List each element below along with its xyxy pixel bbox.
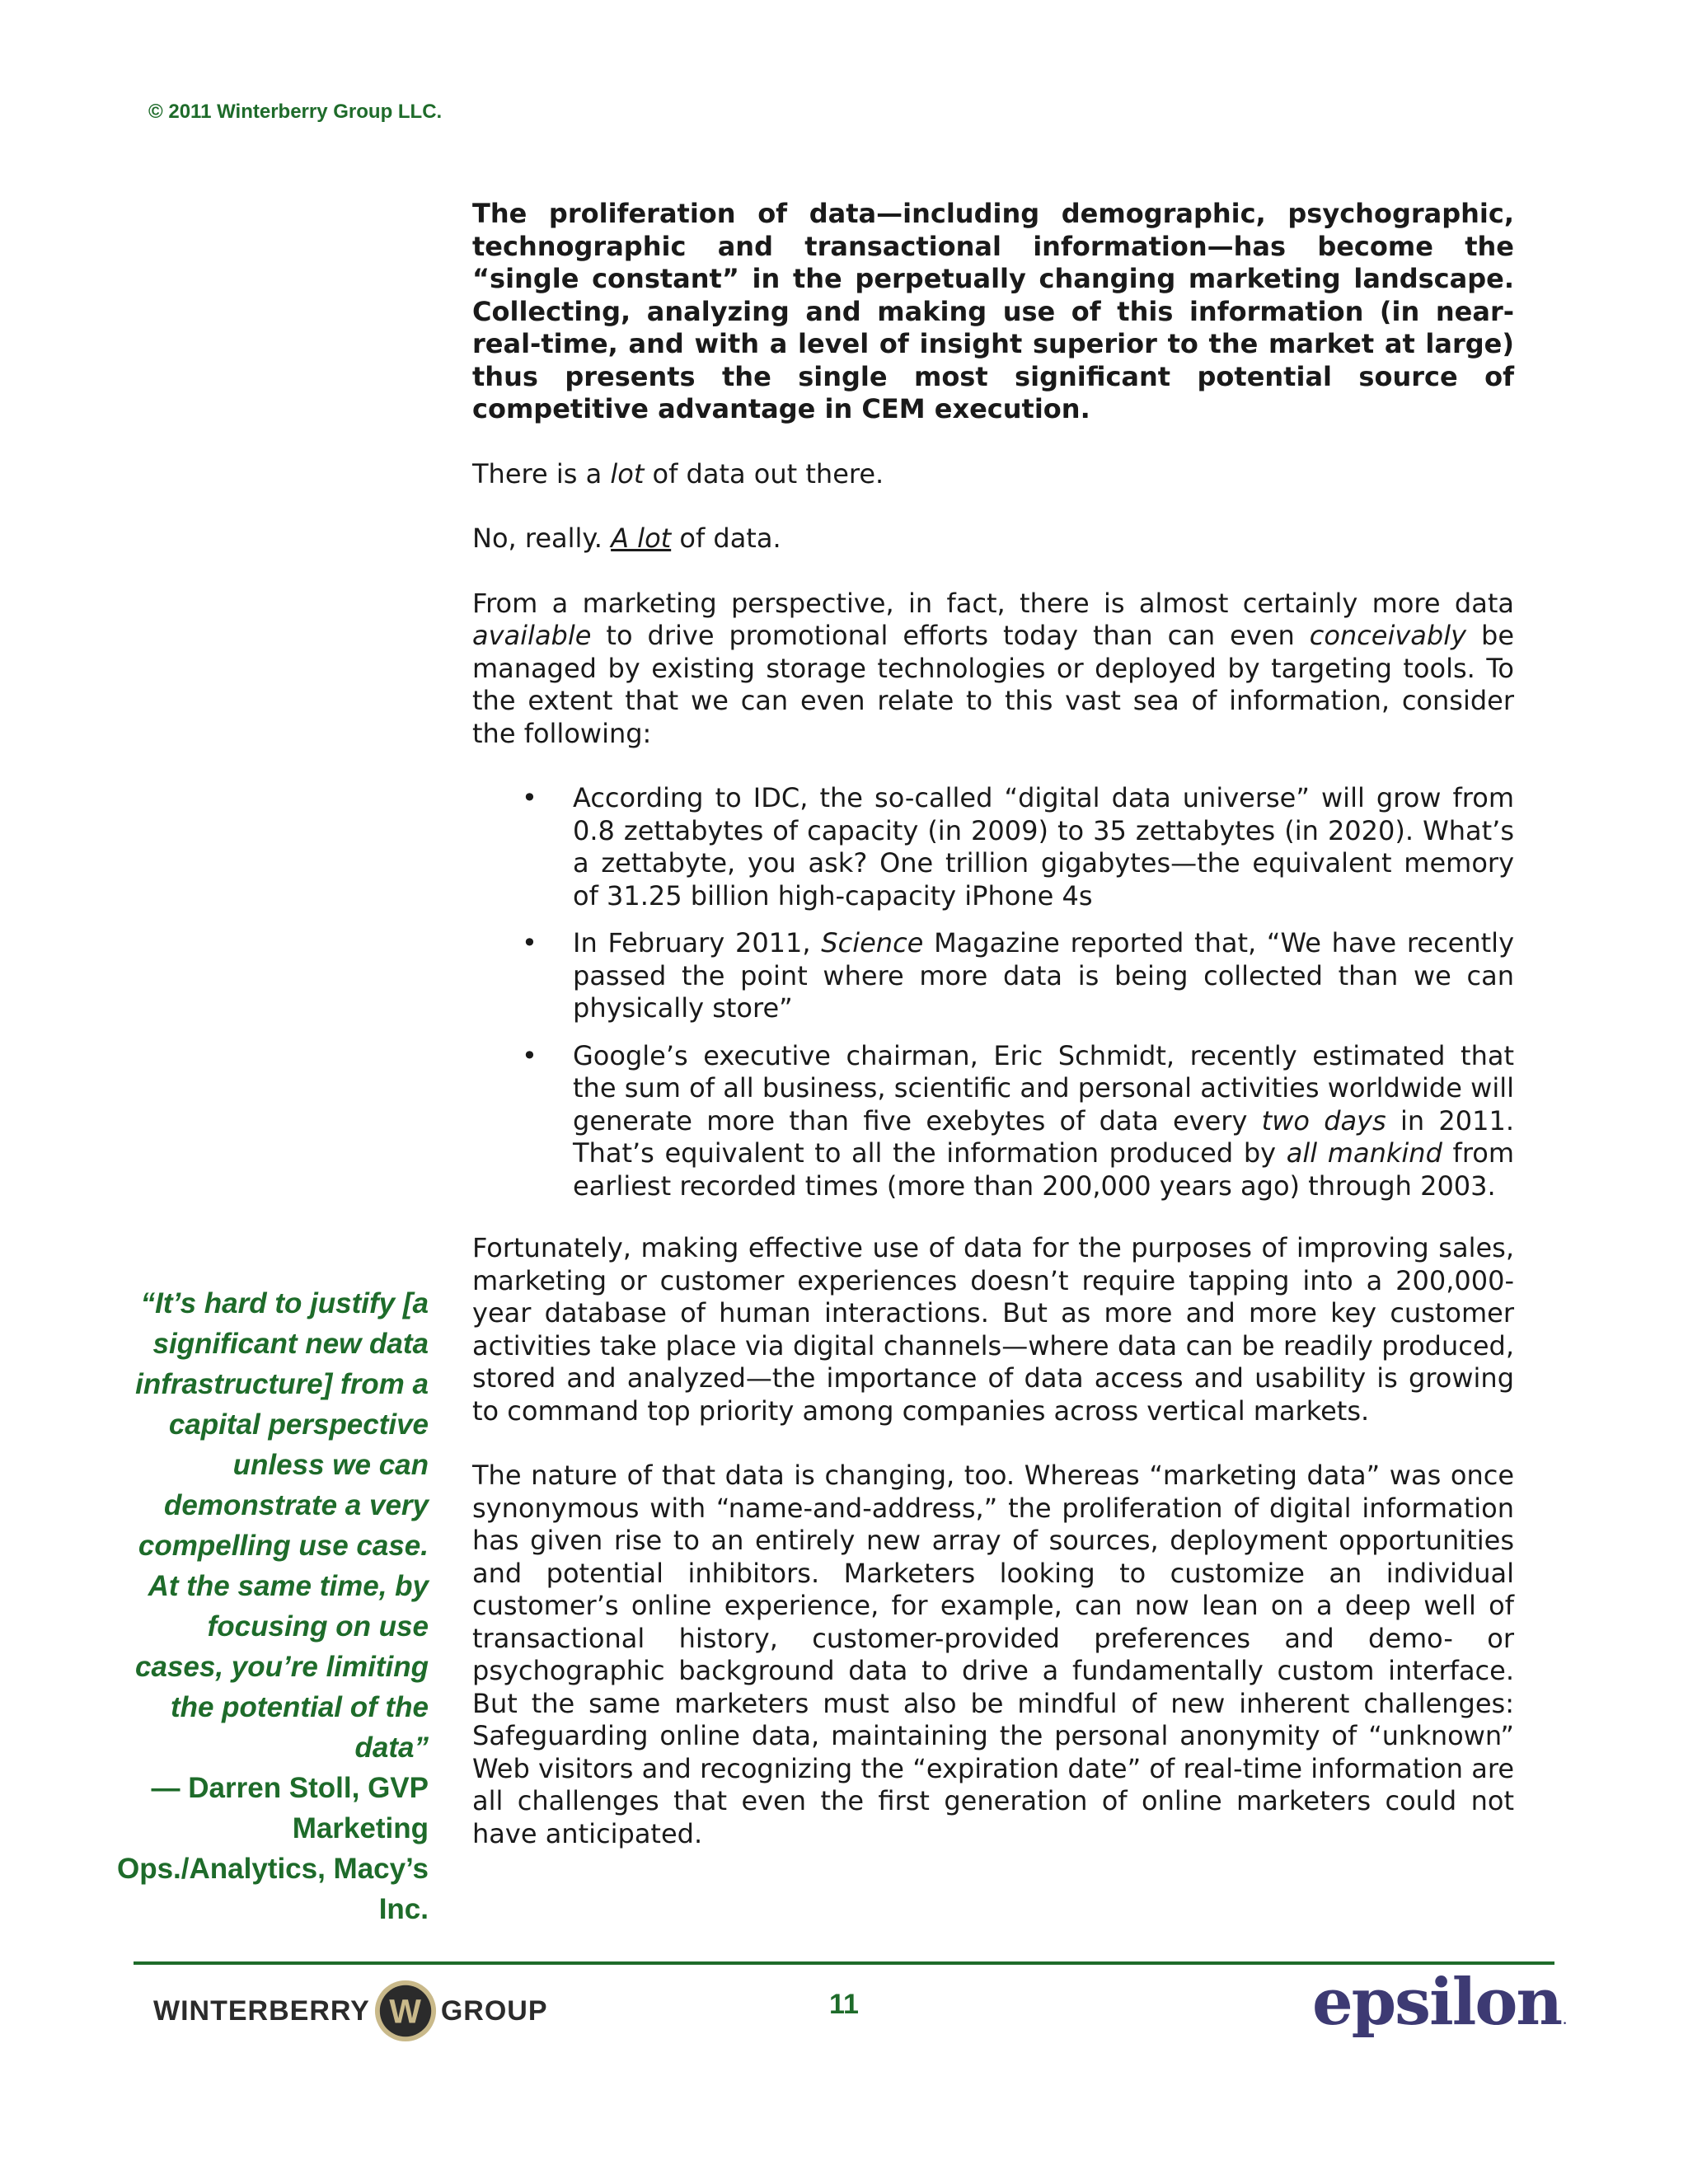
- bullet-marker: •: [522, 1039, 537, 1071]
- data-facts-list: [472, 782, 1514, 1202]
- list-item: • In February 2011, Science Magazine reported that, “We have recently passed the point where more data is being collected than we can physically store”: [522, 927, 1514, 1024]
- epsilon-logo: epsilon .: [1312, 1965, 1567, 2040]
- paragraph-a-lot: No, really. A lot of data.: [472, 523, 781, 554]
- list-item: • Google’s executive chairman, Eric Schmidt, recently estimated that the sum of all business, scientific and personal activities worldwide will generate more than five exebytes of data every two days in 2011. That’s equivalent to all the information produced by all mankind from earliest recorded times (more than 200,000 years ago) through 2003.: [522, 1039, 1515, 1202]
- paragraph-lot: There is a lot of data out there.: [472, 457, 884, 490]
- page-number: 11: [829, 1989, 859, 2020]
- bullet-marker: •: [522, 927, 537, 958]
- svg-text:W: W: [389, 1992, 422, 2031]
- paragraph-marketing-perspective: From a marketing perspective, in fact, there is almost certainly more data available to drive promotional efforts today than can even conceivably be managed by existing storage technologies or deployed by targeting tools. To the extent that we can even relate to this vast sea of information, consider the following:: [472, 587, 1515, 749]
- paragraph-nature-of-data: The nature of that data is changing, too. Whereas “marketing data” was once synonymous with “name-and-address,” the proliferation of digital information has given rise to an entirely new array of sources, deployment opportunities and potential inhibitors. Marketers looking to customize an individual customer’s online experience, for example, can now lean on a deep well of transactional history, customer-provided preferences and demo- or psychographic background data to drive a fundamentally custom interface. But the same marketers must also be mindful of new inherent challenges: Safeguarding online data, maintaining the personal anonymity of “unknown” Web visitors and recognizing the “expiration date” of real-time information are all challenges that even the first generation of online marketers could not have anticipated.: [472, 1460, 1514, 1849]
- paragraph-fortunately: Fortunately, making effective use of data for the purposes of improving sales, marketing or customer experiences doesn’t require tapping into a 200,000-year database of human interactions. But as more and more key customer activities take place via digital channels—where data can be readily produced, stored and analyzed—the importance of data access and usability is growing to command top priority among companies across vertical markets.: [472, 1232, 1514, 1427]
- pull-quote-attribution: — Darren Stoll, GVP Marketing Ops./Analytics, Macy’s Inc.: [116, 1772, 429, 1925]
- logo-word-group: GROUP: [440, 1994, 548, 2027]
- winterberry-w-badge-icon: [373, 1979, 438, 2043]
- winterberry-group-logo: [153, 1976, 548, 2046]
- copyright-notice: © 2011 Winterberry Group LLC.: [148, 101, 443, 123]
- list-item: • According to IDC, the so-called “digital data universe” will grow from 0.8 zettabytes of capacity (in 2009) to 35 zettabytes (in 2020). What’s a zettabyte, you ask? One trillion gigabytes—the equivalent memory of 31.25 billion high-capacity iPhone 4s: [522, 782, 1514, 912]
- main-body: [472, 198, 1514, 1882]
- pull-quote-text: “It’s hard to justify [a significant new data infrastructure] from a capital perspective unless we can demonstrate a very compelling use case. At the same time, by focusing on use cases, you’re limiting the potential of the data”: [135, 1287, 429, 1764]
- pull-quote: [115, 1283, 429, 1929]
- logo-word-winterberry: WINTERBERRY: [153, 1994, 370, 2027]
- bullet-marker: •: [522, 782, 537, 813]
- lead-paragraph: The proliferation of data—including demographic, psychographic, technographic and transactional information—has become the “single constant” in the perpetually changing marketing landscape. Collecting, analyzing and making use of this information (in near-real-time, and with a level of insight superior to the market at large) thus presents the single most significant potential source of competitive advantage in CEM execution.: [472, 198, 1514, 424]
